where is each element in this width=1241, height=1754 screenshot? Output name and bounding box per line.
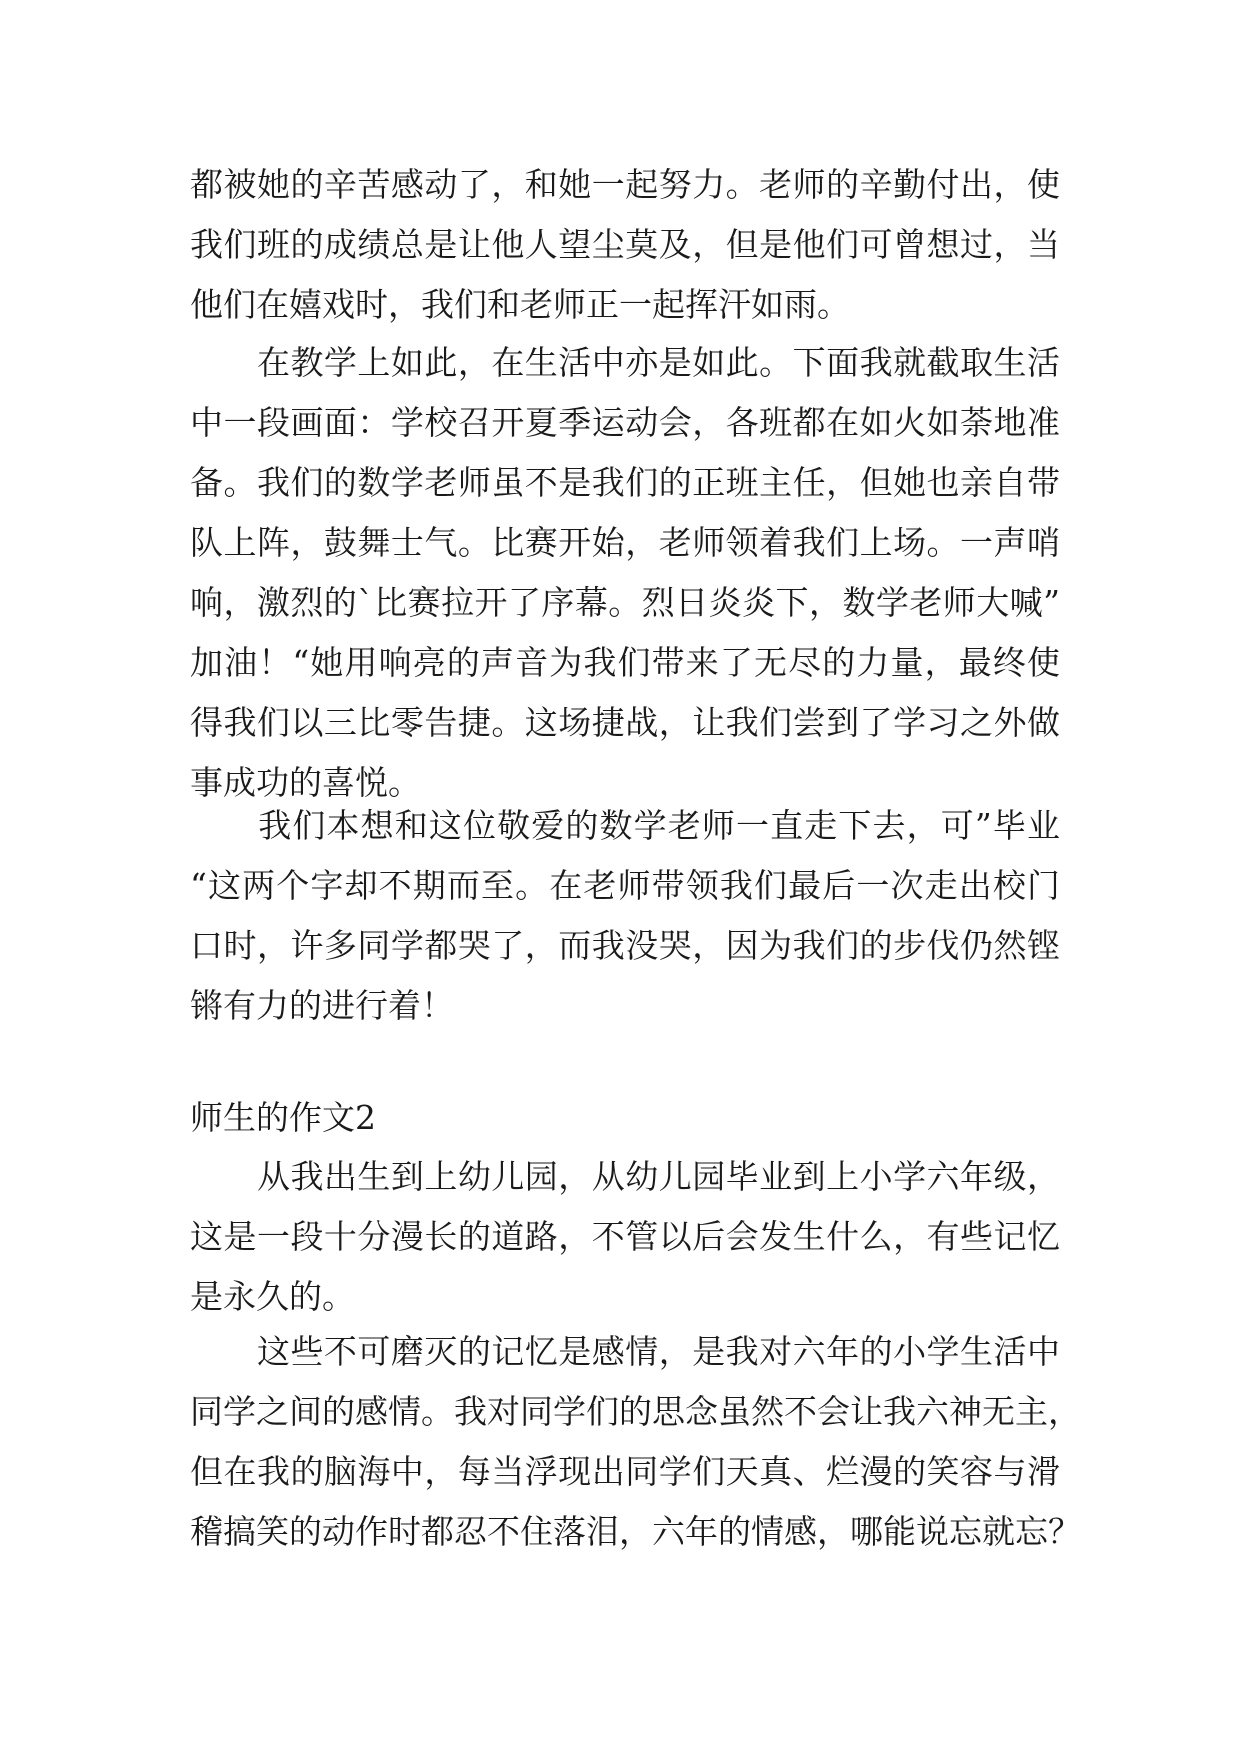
text-line: 这是一段十分漫长的道路，不管以后会发生什么，有些记忆 xyxy=(190,1217,1060,1256)
text-line: 得我们以三比零告捷。这场捷战，让我们尝到了学习之外做 xyxy=(190,703,1060,742)
text-line: 在教学上如此，在生活中亦是如此。下面我就截取生活 xyxy=(190,343,1060,382)
paragraph-2 xyxy=(190,333,1060,813)
text-line: 中一段画面：学校召开夏季运动会，各班都在如火如荼地准 xyxy=(190,403,1060,442)
text-line: 备。我们的数学老师虽不是我们的正班主任，但她也亲自带 xyxy=(190,463,1060,502)
text-line: “这两个字却不期而至。在老师带领我们最后一次走出校门 xyxy=(190,866,1060,905)
text-line: 同学之间的感情。我对同学们的思念虽然不会让我六神无主， xyxy=(190,1392,1081,1431)
paragraph-5 xyxy=(190,1322,1081,1562)
text-line: 但在我的脑海中，每当浮现出同学们天真、烂漫的笑容与滑 xyxy=(190,1452,1060,1491)
text-line: 稽搞笑的动作时都忍不住落泪，六年的情感，哪能说忘就忘？ xyxy=(190,1512,1081,1551)
text-line: 事成功的喜悦。 xyxy=(190,763,421,802)
text-line: 是永久的。 xyxy=(190,1277,355,1316)
text-line: 加油！“她用响亮的声音为我们带来了无尽的力量，最终使 xyxy=(190,643,1060,682)
paragraph-1 xyxy=(190,155,1060,335)
paragraph-3 xyxy=(190,796,1060,1036)
text-line: 响，激烈的`比赛拉开了序幕。烈日炎炎下，数学老师大喊” xyxy=(190,583,1060,622)
text-line: 他们在嬉戏时，我们和老师正一起挥汗如雨。 xyxy=(190,285,850,324)
text-line: 我们班的成绩总是让他人望尘莫及，但是他们可曾想过，当 xyxy=(190,225,1060,264)
text-line: 锵有力的进行着！ xyxy=(190,986,454,1025)
section-heading: 师生的作文2 xyxy=(190,1098,376,1137)
text-line: 都被她的辛苦感动了，和她一起努力。老师的辛勤付出，使 xyxy=(190,165,1060,204)
text-line: 我们本想和这位敬爱的数学老师一直走下去，可”毕业 xyxy=(190,806,1060,845)
text-line: 这些不可磨灭的记忆是感情，是我对六年的小学生活中 xyxy=(190,1332,1060,1371)
paragraph-4 xyxy=(190,1147,1060,1327)
text-line: 队上阵，鼓舞士气。比赛开始，老师领着我们上场。一声哨 xyxy=(190,523,1060,562)
text-line: 口时，许多同学都哭了，而我没哭，因为我们的步伐仍然铿 xyxy=(190,926,1060,965)
text-line: 从我出生到上幼儿园，从幼儿园毕业到上小学六年级， xyxy=(190,1157,1060,1196)
